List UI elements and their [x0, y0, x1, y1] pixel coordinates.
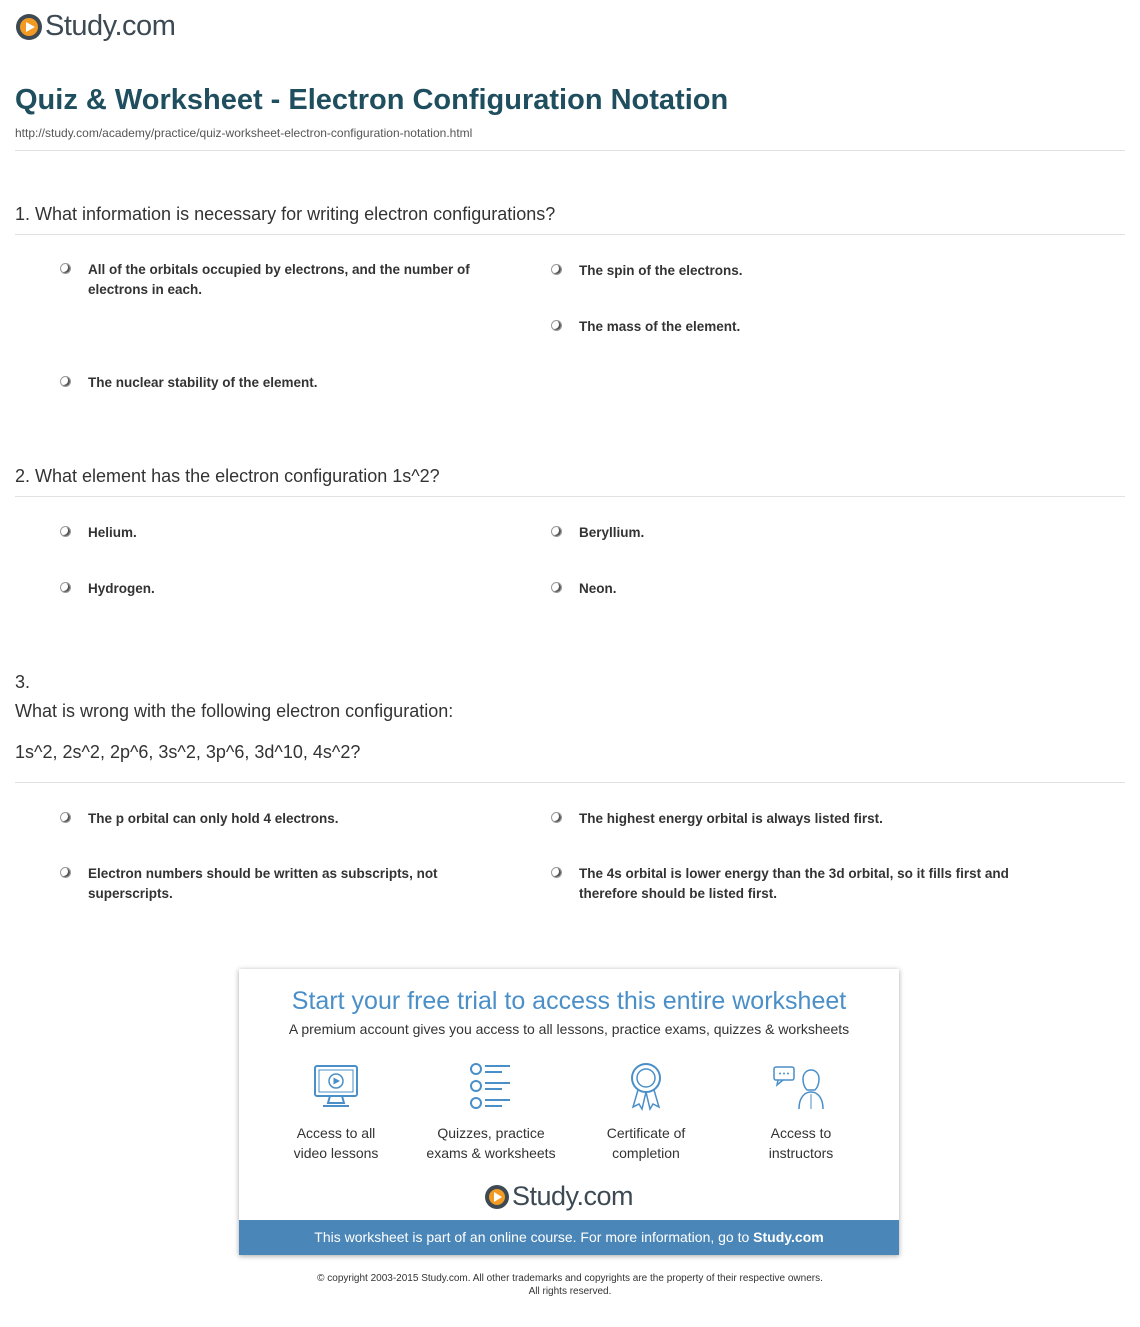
option-label: The highest energy orbital is always listed first. [579, 811, 883, 826]
q3-option-a[interactable] [60, 809, 500, 829]
question-2: 2. What element has the electron configuration 1s^2? [15, 466, 440, 486]
video-lessons-icon [311, 1061, 361, 1111]
radio-button[interactable] [551, 582, 562, 593]
radio-button[interactable] [60, 376, 71, 387]
certificate-icon [621, 1061, 671, 1111]
q2-option-a[interactable] [60, 523, 500, 543]
q2-option-b[interactable] [551, 523, 991, 543]
play-logo-icon [485, 1185, 509, 1209]
option-label: Helium. [88, 525, 137, 540]
page-title: Quiz & Worksheet - Electron Configuration Notation [15, 84, 729, 116]
q2-option-d[interactable] [551, 579, 991, 599]
radio-button[interactable] [551, 526, 562, 537]
question-3-number: 3. [15, 672, 31, 692]
feature-label: completion [612, 1145, 680, 1161]
option-label: Hydrogen. [88, 581, 155, 596]
q3-option-b[interactable] [551, 809, 991, 829]
feature-certificate [571, 1061, 721, 1163]
copyright-notice [0, 1272, 1140, 1298]
radio-button[interactable] [551, 264, 562, 275]
feature-label: exams & worksheets [426, 1145, 556, 1161]
promo-study-logo[interactable] [485, 1181, 633, 1212]
copyright-line: All rights reserved. [528, 1286, 612, 1297]
q3-option-c[interactable] [60, 864, 470, 904]
quiz-list-icon [466, 1061, 516, 1111]
radio-button[interactable] [60, 582, 71, 593]
free-trial-promo[interactable] [239, 969, 899, 1255]
promo-subtitle: A premium account gives you access to all lessons, practice exams, quizzes & worksheets [288, 1021, 850, 1037]
promo-logo-text: Study.com [512, 1181, 634, 1211]
radio-button[interactable] [551, 867, 562, 878]
radio-button[interactable] [551, 812, 562, 823]
option-label: The mass of the element. [579, 319, 741, 334]
q2-option-c[interactable] [60, 579, 500, 599]
question-1: 1. What information is necessary for writing electron configurations? [15, 204, 556, 224]
q1-option-a[interactable] [60, 260, 500, 300]
option-label: All of the orbitals occupied by electrons, and the number of electrons in each. [88, 262, 470, 297]
radio-button[interactable] [60, 526, 71, 537]
option-label: The p orbital can only hold 4 electrons. [88, 811, 339, 826]
feature-label: instructors [768, 1145, 834, 1161]
radio-button[interactable] [60, 812, 71, 823]
course-info-banner [239, 1220, 899, 1255]
radio-button[interactable] [551, 320, 562, 331]
feature-label: Access to [770, 1125, 832, 1141]
banner-link[interactable]: Study.com [753, 1229, 824, 1245]
feature-label: video lessons [293, 1145, 379, 1161]
q3-option-d[interactable] [551, 864, 1021, 904]
page-url: http://study.com/academy/practice/quiz-worksheet-electron-configuration-notation.html [15, 126, 473, 140]
divider [15, 150, 1125, 151]
radio-button[interactable] [60, 263, 71, 274]
feature-label: Access to all [296, 1125, 376, 1141]
promo-title[interactable]: Start your free trial to access this entire worksheet [291, 987, 847, 1015]
q1-option-d[interactable] [60, 373, 500, 393]
feature-instructors [726, 1061, 876, 1163]
feature-video-lessons [261, 1061, 411, 1163]
option-label: Neon. [579, 581, 617, 596]
option-label: Electron numbers should be written as subscripts, not superscripts. [88, 866, 438, 901]
q1-option-c[interactable] [551, 317, 991, 337]
play-logo-icon [16, 14, 42, 40]
copyright-line: © copyright 2003-2015 Study.com. All other trademarks and copyrights are the property of their respective owners. [317, 1273, 823, 1284]
question-3-text: What is wrong with the following electron configuration: [15, 701, 454, 721]
feature-quizzes [416, 1061, 566, 1163]
option-label: The 4s orbital is lower energy than the 3d orbital, so it fills first and therefore should be listed first. [579, 866, 1009, 901]
q1-option-b[interactable] [551, 261, 991, 281]
logo-text: Study.com [45, 10, 176, 42]
divider [15, 496, 1125, 497]
divider [15, 782, 1125, 783]
option-label: Beryllium. [579, 525, 645, 540]
study-logo[interactable] [16, 10, 175, 43]
question-3-configuration: 1s^2, 2s^2, 2p^6, 3s^2, 3p^6, 3d^10, 4s^2? [15, 742, 361, 762]
divider [15, 234, 1125, 235]
feature-label: Quizzes, practice [437, 1125, 545, 1141]
option-label: The spin of the electrons. [579, 263, 743, 278]
option-label: The nuclear stability of the element. [88, 375, 318, 390]
instructors-icon [771, 1061, 831, 1111]
radio-button[interactable] [60, 867, 71, 878]
banner-text: This worksheet is part of an online course. For more information, go to [314, 1229, 754, 1245]
feature-label: Certificate of [606, 1125, 686, 1141]
